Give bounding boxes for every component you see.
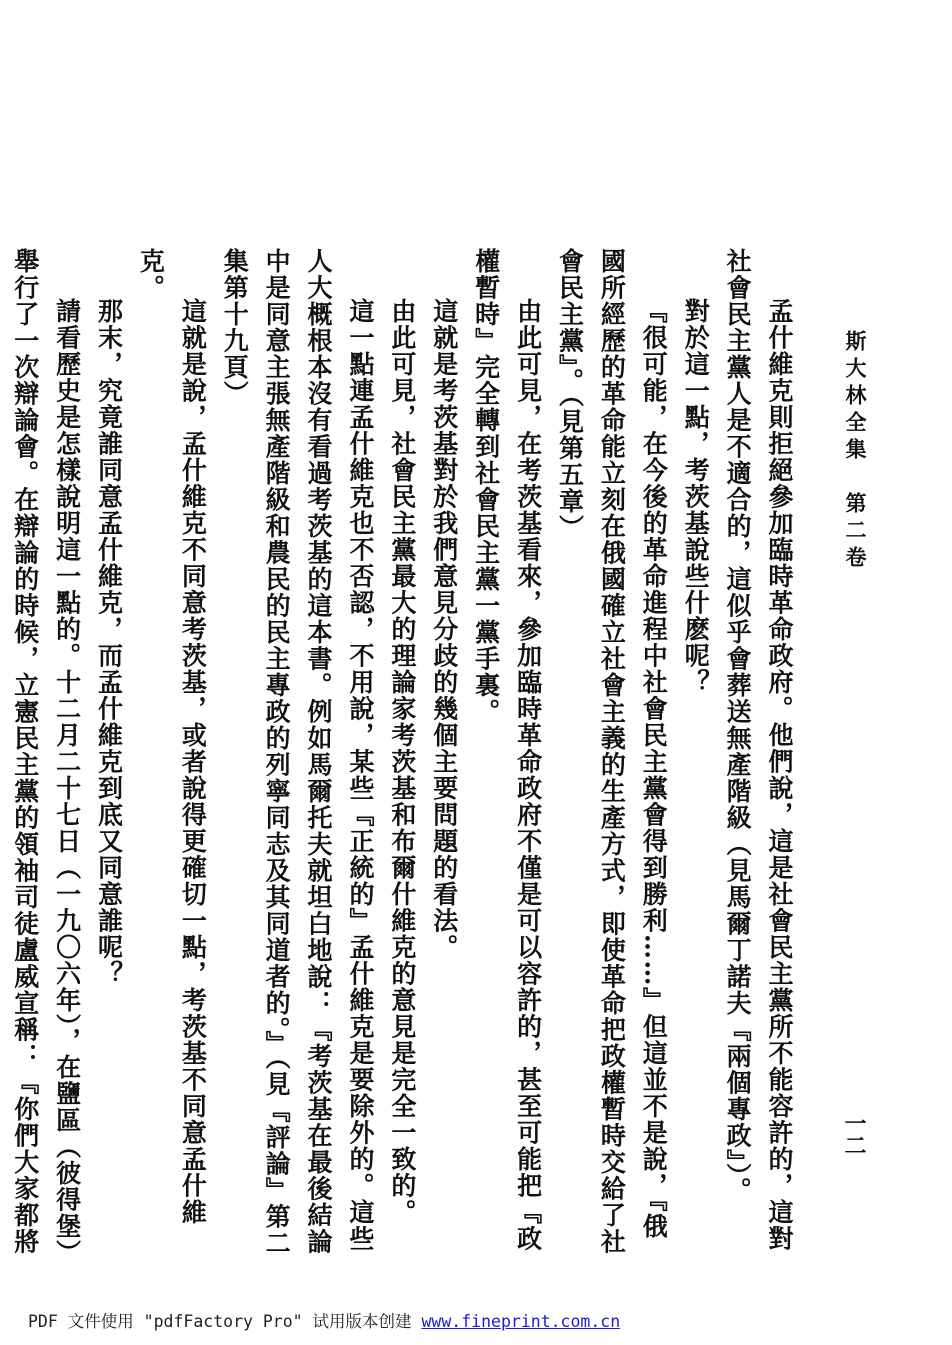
paragraph: 請看歷史是怎樣說明這一點的。十二月二十七日（一九〇六年），在鹽區（彼得堡）舉行了一次辯論會。在辯論的時候，立憲民主黨的領袖司徒盧威宣稱：『你們大家都將: [10, 248, 82, 1255]
paragraph: 這就是考茨基對於我們意見分歧的幾個主要問題的看法。: [429, 298, 459, 961]
fineprint-link[interactable]: www.fineprint.com.cn: [421, 1312, 621, 1331]
paragraph: 孟什維克則拒絕參加臨時革命政府。他們說，這是社會民主黨所不能容許的，這對社會民主黨人是不適合的，這似乎會葬送無產階級（見馬爾丁諾夫『兩個專政』）。: [723, 248, 794, 1252]
paragraph: 由此可見，在考茨基看來，參加臨時革命政府不僅是可以容許的，甚至可能把『政權暫時』完全轉到社會民主黨一黨手裏。: [471, 248, 543, 1252]
page-number: 一二: [841, 1112, 867, 1156]
footer-text: PDF 文件使用 "pdfFactory Pro" 试用版本创建: [28, 1312, 422, 1331]
paragraph: 那末，究竟誰同意孟什維克，而孟什維克到底又同意誰呢？: [94, 298, 124, 987]
paragraph: 這就是說，孟什維克不同意考茨基，或者說得更確切一點，考茨基不同意孟什維克。: [136, 248, 208, 1226]
paragraph: 對於這一點，考茨基說些什麽呢？: [681, 298, 711, 696]
pdf-watermark-footer: [28, 1308, 620, 1332]
paragraph: 『很可能，在今後的革命進程中社會民主黨會得到勝利……』但這並不是說，『俄國所經歷的革命能立刻在俄國確立社會主義的生產方式，即使革命把政權暫時交給了社會民主黨』。（見第五章）: [555, 248, 669, 1255]
paragraph: 由此可見，社會民主黨最大的理論家考茨基和布爾什維克的意見是完全一致的。: [387, 298, 417, 1226]
body-text: [10, 248, 800, 1263]
running-title: 斯大林全集 第二卷: [843, 330, 868, 573]
paragraph: 這一點連孟什維克也不否認，不用說，某些『正統的』孟什維克是要除外的。這些人大概根本沒有看過考茨基的這本書。例如馬爾托夫就坦白地說：『考茨基在最後結論中是同意主張無產階級和農民的民主專政的列寧同志及其同道者的。』（見『評論』第二集第十九頁）: [220, 248, 375, 1257]
